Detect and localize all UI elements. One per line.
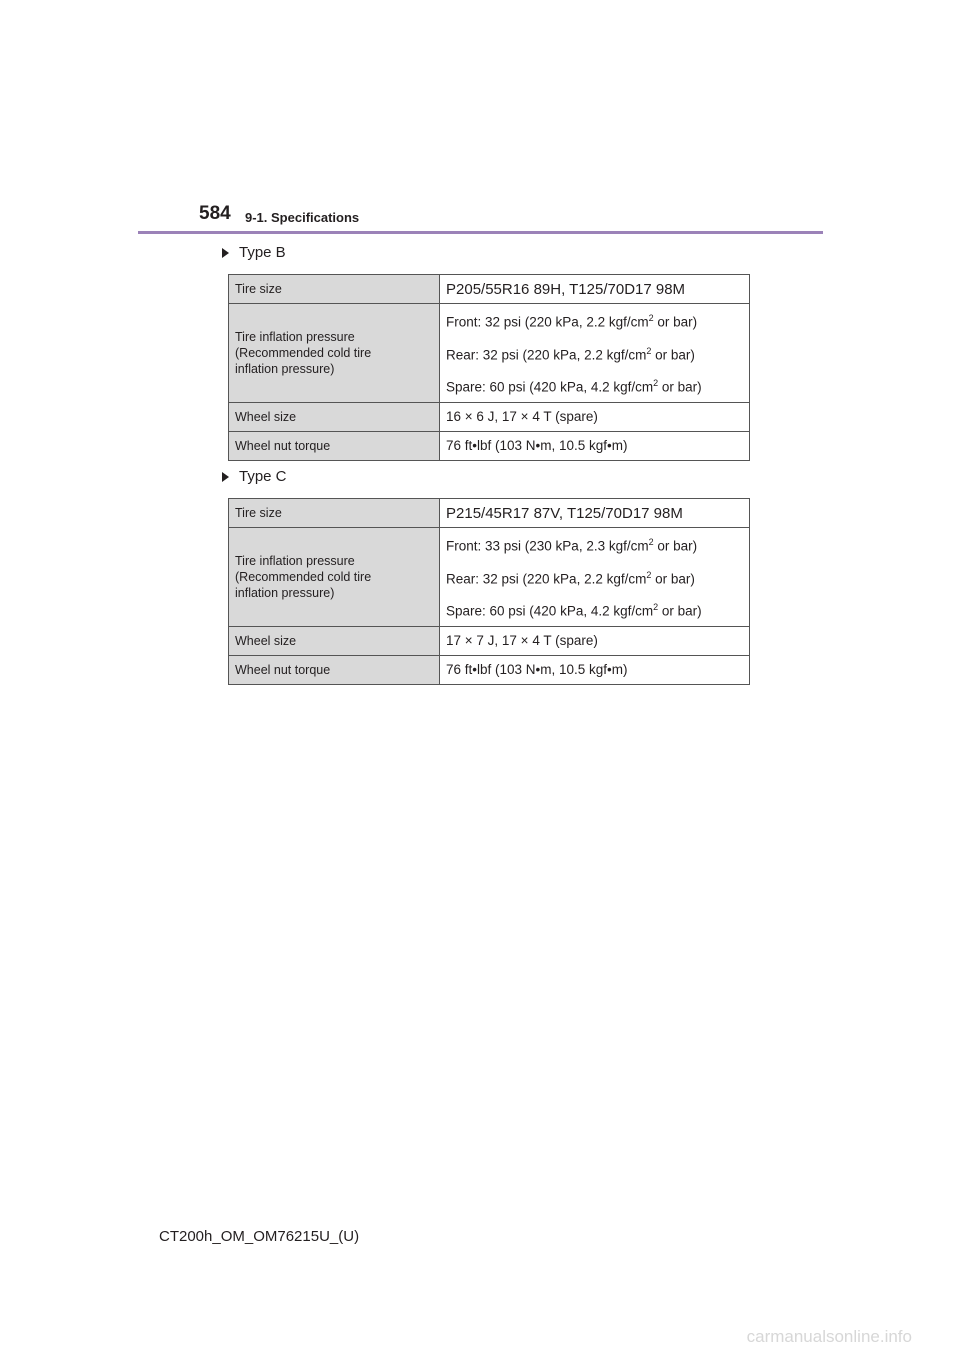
pressure-label-line: inflation pressure)	[235, 361, 335, 376]
unit-superscript: 2	[653, 602, 659, 612]
triangle-bullet-icon	[222, 248, 229, 258]
pressure-label	[229, 304, 440, 403]
table-row	[229, 431, 750, 460]
rear-pressure	[446, 337, 743, 370]
table-row	[229, 499, 750, 528]
document-id: CT200h_OM_OM76215U_(U)	[159, 1228, 360, 1245]
unit-superscript: 2	[653, 378, 659, 388]
type-c-heading	[222, 468, 287, 485]
page-header	[0, 0, 960, 240]
pressure-values	[440, 304, 750, 403]
header-divider	[138, 231, 823, 234]
spare-pressure	[446, 369, 743, 402]
wheel-size-value: 16 × 6 J, 17 × 4 T (spare)	[440, 402, 750, 431]
unit-superscript: 2	[648, 313, 654, 323]
table-row	[229, 655, 750, 684]
watermark: carmanualsonline.info	[746, 1327, 912, 1346]
torque-value: 76 ft•lbf (103 N•m, 10.5 kgf•m)	[440, 655, 750, 684]
pressure-label-line: (Recommended cold tire	[235, 345, 372, 360]
table-row	[229, 626, 750, 655]
type-b-heading	[222, 244, 286, 261]
rear-pressure-text: Rear: 32 psi (220 kPa, 2.2 kgf/cm	[446, 347, 647, 362]
front-pressure	[446, 528, 743, 561]
pressure-label	[229, 528, 440, 627]
type-c-heading-label: Type C	[239, 468, 287, 485]
rear-pressure-text: Rear: 32 psi (220 kPa, 2.2 kgf/cm	[446, 571, 647, 586]
unit-tail: or bar)	[653, 314, 698, 330]
front-pressure-text: Front: 32 psi (220 kPa, 2.2 kgf/cm	[446, 314, 649, 330]
wheel-size-value: 17 × 7 J, 17 × 4 T (spare)	[440, 626, 750, 655]
unit-tail: or bar)	[651, 347, 695, 362]
section-title: 9-1. Specifications	[245, 210, 360, 225]
pressure-values	[440, 528, 750, 627]
tire-size-label: Tire size	[229, 275, 440, 304]
unit-superscript: 2	[646, 569, 652, 580]
type-c-spec-table	[228, 498, 750, 685]
rear-pressure	[446, 561, 743, 594]
tire-size-value: P215/45R17 87V, T125/70D17 98M	[440, 499, 750, 528]
type-b-spec-table	[228, 274, 750, 461]
page-number: 584	[199, 203, 231, 224]
front-pressure	[446, 304, 743, 337]
unit-superscript: 2	[648, 537, 654, 547]
pressure-label-line: Tire inflation pressure	[235, 329, 355, 344]
unit-tail: or bar)	[651, 571, 695, 586]
pressure-label-line: inflation pressure)	[235, 585, 335, 600]
type-b-heading-label: Type B	[239, 244, 286, 261]
unit-tail: or bar)	[658, 379, 702, 395]
torque-value: 76 ft•lbf (103 N•m, 10.5 kgf•m)	[440, 431, 750, 460]
unit-tail: or bar)	[653, 538, 698, 554]
spare-pressure-text: Spare: 60 psi (420 kPa, 4.2 kgf/cm	[446, 379, 654, 395]
tire-size-value: P205/55R16 89H, T125/70D17 98M	[440, 275, 750, 304]
wheel-size-label: Wheel size	[229, 626, 440, 655]
unit-superscript: 2	[646, 345, 652, 356]
table-row	[229, 304, 750, 403]
spare-pressure-text: Spare: 60 psi (420 kPa, 4.2 kgf/cm	[446, 603, 654, 619]
table-row	[229, 402, 750, 431]
torque-label: Wheel nut torque	[229, 655, 440, 684]
spare-pressure	[446, 593, 743, 626]
table-row	[229, 528, 750, 627]
unit-tail: or bar)	[658, 603, 702, 619]
pressure-label-line: Tire inflation pressure	[235, 553, 355, 568]
front-pressure-text: Front: 33 psi (230 kPa, 2.3 kgf/cm	[446, 538, 649, 554]
wheel-size-label: Wheel size	[229, 402, 440, 431]
pressure-label-line: (Recommended cold tire	[235, 569, 372, 584]
triangle-bullet-icon	[222, 472, 229, 482]
table-row	[229, 275, 750, 304]
tire-size-label: Tire size	[229, 499, 440, 528]
torque-label: Wheel nut torque	[229, 431, 440, 460]
